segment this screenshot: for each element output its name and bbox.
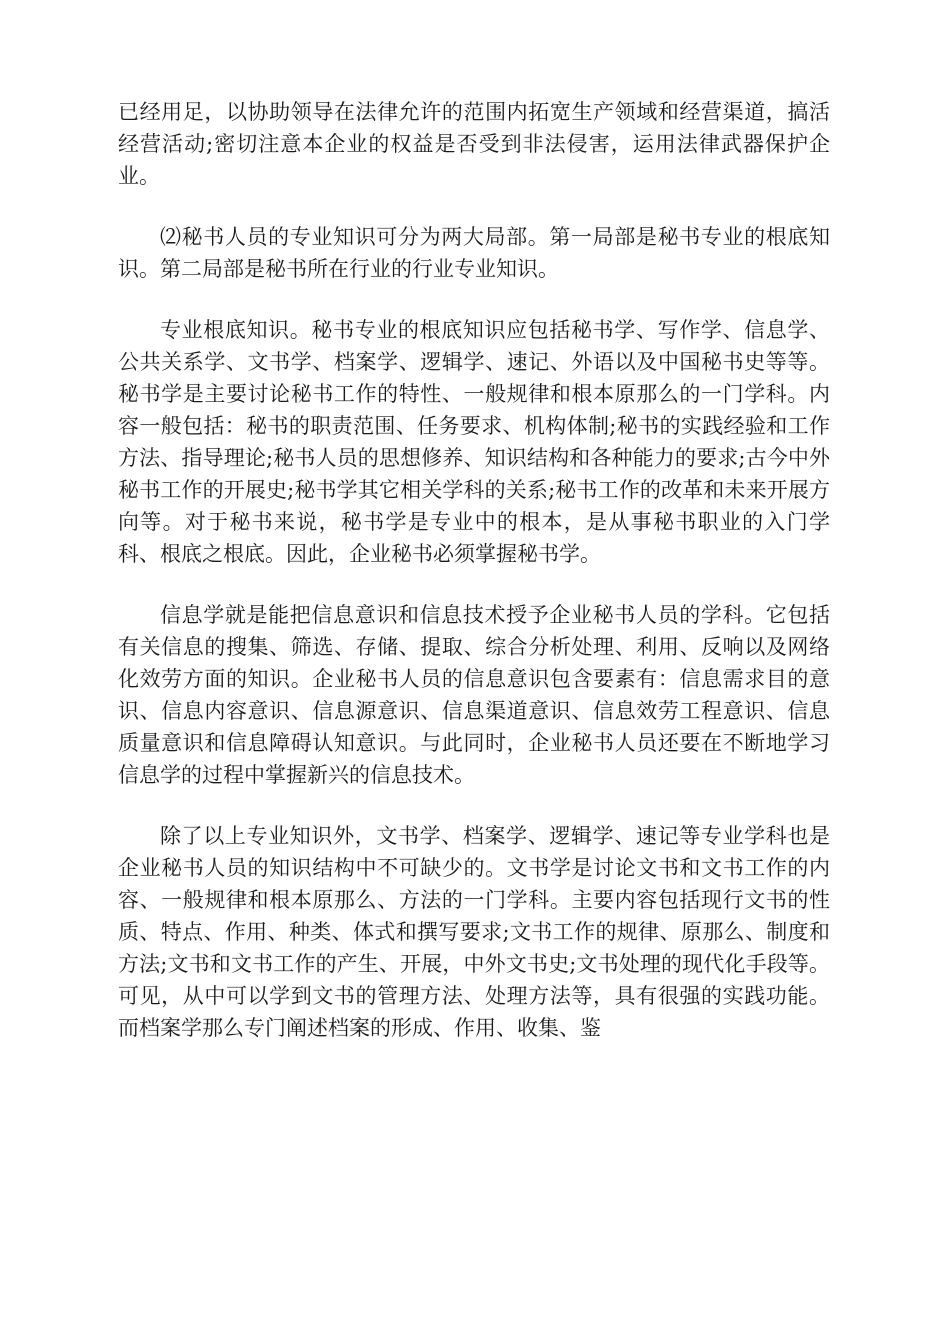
document-body — [118, 96, 830, 1044]
paragraph-other-disciplines: 除了以上专业知识外，文书学、档案学、逻辑学、速记等专业学科也是企业秘书人员的知识结构中不可缺少的。文书学是讨论文书和文书工作的内容、一般规律和根本原那么、方法的一门学科。主要内容包括现行文书的性质、特点、作用、种类、体式和撰写要求;文书工作的规律、原那么、制度和方法;文书和文书工作的产生、开展，中外文书史;文书处理的现代化手段等。可见，从中可以学到文书的管理方法、处理方法等，具有很强的实践功能。而档案学那么专门阐述档案的形成、作用、收集、鉴 — [118, 824, 830, 1040]
paragraph-basic-knowledge: 专业根底知识。秘书专业的根底知识应包括秘书学、写作学、信息学、公共关系学、文书学、档案学、逻辑学、速记、外语以及中国秘书史等等。秘书学是主要讨论秘书工作的特性、一般规律和根本原那么的一门学科。内容一般包括：秘书的职责范围、任务要求、机构体制;秘书的实践经验和工作方法、指导理论;秘书人员的思想修养、知识结构和各种能力的要求;古今中外秘书工作的开展史;秘书学其它相关学科的关系;秘书工作的改革和未来开展方向等。对于秘书来说，秘书学是专业中的根本，是从事秘书职业的入门学科、根底之根底。因此，企业秘书必须掌握秘书学。 — [118, 318, 830, 566]
paragraph-knowledge-parts: ⑵秘书人员的专业知识可分为两大局部。第一局部是秘书专业的根底知识。第二局部是秘书所在行业的行业专业知识。 — [118, 225, 830, 281]
paragraph-information-science: 信息学就是能把信息意识和信息技术授予企业秘书人员的学科。它包括有关信息的搜集、筛选、存储、提取、综合分析处理、利用、反响以及网络化效劳方面的知识。企业秘书人员的信息意识包含要素有：信息需求目的意识、信息内容意识、信息源意识、信息渠道意识、信息效劳工程意识、信息质量意识和信息障碍认知意识。与此同时，企业秘书人员还要在不断地学习信息学的过程中掌握新兴的信息技术。 — [118, 603, 830, 787]
paragraph-legal-duties: 已经用足，以协助领导在法律允许的范围内拓宽生产领域和经营渠道，搞活经营活动;密切注意本企业的权益是否受到非法侵害，运用法律武器保护企业。 — [118, 100, 830, 188]
